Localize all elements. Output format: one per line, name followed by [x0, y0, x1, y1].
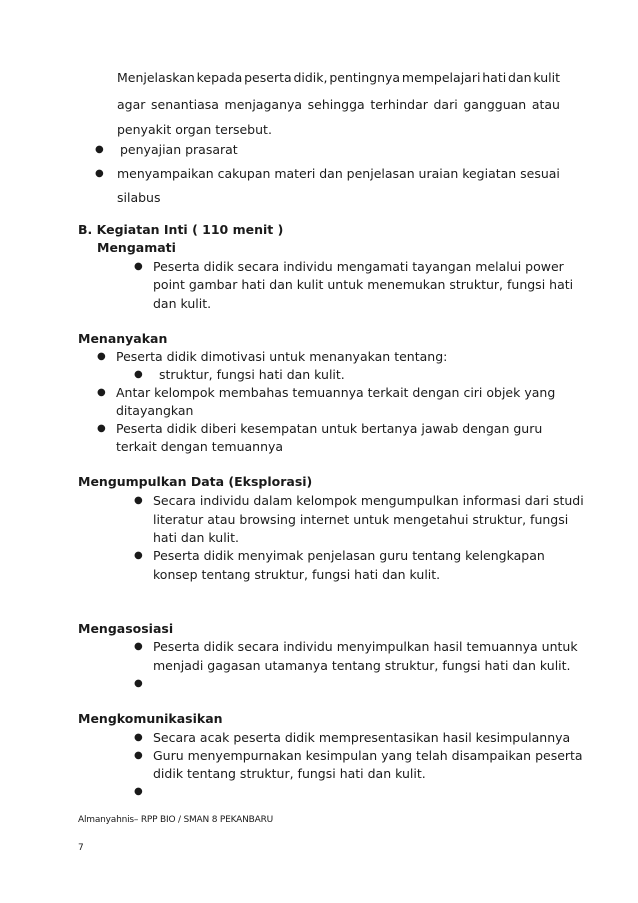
bullet-icon: ●: [97, 423, 106, 434]
bullet-icon: ●: [134, 750, 143, 761]
mengumpulkan-item-2-line-1: Peserta didik menyimak penjelasan guru tentang kelengkapan: [153, 548, 545, 563]
mengkomunikasikan-item-2-line-1: Guru menyempurnakan kesimpulan yang telah disampaikan peserta: [153, 748, 583, 763]
intro-bullet-cakupan: menyampaikan cakupan materi dan penjelasan uraian kegiatan sesuai: [117, 166, 560, 181]
intro-line-2: agar senantiasa menjaganya sehingga terhindar dari gangguan atau: [117, 97, 560, 112]
bullet-icon: ●: [95, 144, 104, 155]
mengasosiasi-item-1-line-1: Peserta didik secara individu menyimpulkan hasil temuannya untuk: [153, 639, 578, 654]
mengumpulkan-item-2-line-2: konsep tentang struktur, fungsi hati dan kulit.: [153, 567, 441, 582]
intro-line-3: penyakit organ tersebut.: [117, 122, 272, 137]
menanyakan-item-2-line-1: Antar kelompok membahas temuannya terkait dengan ciri objek yang: [116, 385, 556, 400]
menanyakan-item-3-line-1: Peserta didik diberi kesempatan untuk bertanya jawab dengan guru: [116, 421, 543, 436]
mengamati-item-line-3: dan kulit.: [153, 296, 212, 311]
mengkomunikasikan-title: Mengkomunikasikan: [78, 711, 223, 726]
menanyakan-item-1: Peserta didik dimotivasi untuk menanyakan tentang:: [116, 349, 448, 364]
section-b-heading: B. Kegiatan Inti ( 110 menit ): [78, 222, 284, 237]
mengumpulkan-item-1-line-1: Secara individu dalam kelompok mengumpulkan informasi dari studi: [153, 493, 584, 508]
bullet-icon: ●: [97, 351, 106, 362]
bullet-icon: ●: [134, 495, 143, 506]
intro-line-1: Menjelaskan kepada peserta didik, pentingnya mempelajari hati dan kulit: [117, 70, 560, 85]
bullet-icon: ●: [134, 369, 143, 380]
bullet-icon: ●: [97, 387, 106, 398]
menanyakan-title: Menanyakan: [78, 331, 168, 346]
mengamati-item-line-2: point gambar hati dan kulit untuk menemukan struktur, fungsi hati: [153, 277, 574, 292]
menanyakan-item-3-line-2: terkait dengan temuannya: [116, 439, 284, 454]
mengumpulkan-item-1-line-3: hati dan kulit.: [153, 530, 240, 545]
bullet-icon: ●: [95, 168, 104, 179]
mengkomunikasikan-item-1: Secara acak peserta didik mempresentasikan hasil kesimpulannya: [153, 730, 571, 745]
menanyakan-item-2-line-2: ditayangkan: [116, 403, 194, 418]
page-footer: Almanyahnis– RPP BIO / SMAN 8 PEKANBARU: [78, 815, 274, 825]
bullet-icon: ●: [134, 678, 143, 689]
menanyakan-item-1-sub: struktur, fungsi hati dan kulit.: [159, 367, 345, 382]
bullet-icon: ●: [134, 641, 143, 652]
mengkomunikasikan-item-2-line-2: didik tentang struktur, fungsi hati dan kulit.: [153, 766, 426, 781]
mengamati-item-line-1: Peserta didik secara individu mengamati tayangan melalui power: [153, 259, 564, 274]
mengasosiasi-title: Mengasosiasi: [78, 621, 174, 636]
intro-bullet-prasarat: penyajian prasarat: [120, 142, 238, 157]
page-number: 7: [78, 843, 84, 853]
bullet-icon: ●: [134, 786, 143, 797]
bullet-icon: ●: [134, 550, 143, 561]
mengumpulkan-title: Mengumpulkan Data (Eksplorasi): [78, 474, 313, 489]
bullet-icon: ●: [134, 261, 143, 272]
intro-bullet-cakupan-cont: silabus: [117, 190, 161, 205]
mengumpulkan-item-1-line-2: literatur atau browsing internet untuk mengetahui struktur, fungsi: [153, 512, 569, 527]
bullet-icon: ●: [134, 732, 143, 743]
mengasosiasi-item-1-line-2: menjadi gagasan utamanya tentang struktur, fungsi hati dan kulit.: [153, 658, 571, 673]
mengamati-title: Mengamati: [97, 240, 176, 255]
